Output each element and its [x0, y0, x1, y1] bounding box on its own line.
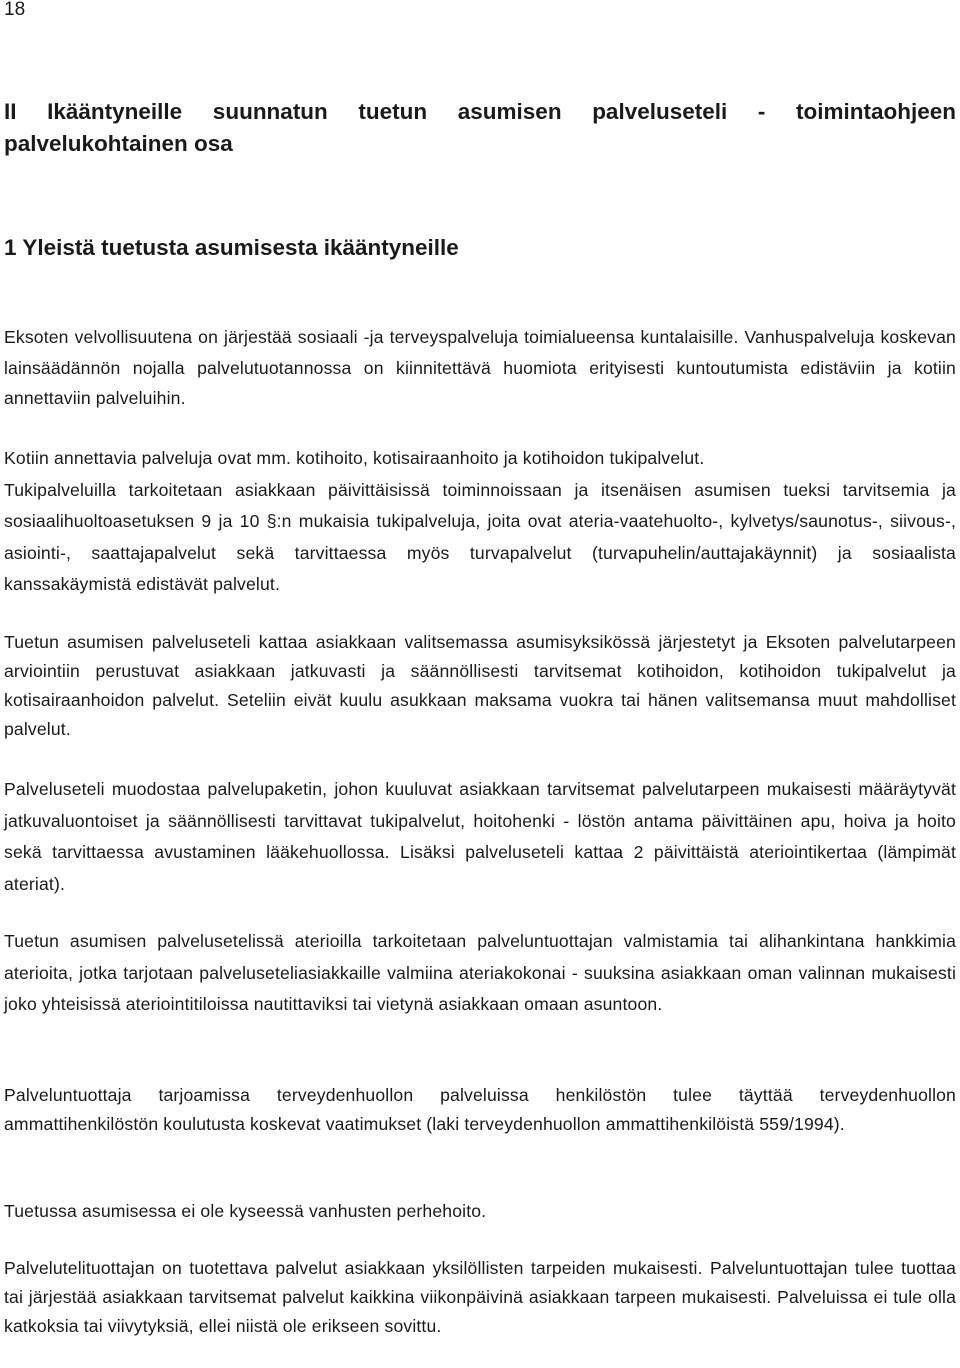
document-title: II Ikääntyneille suunnatun tuetun asumisen palveluseteli - toimintaohjeen palvelukohtainen osa [4, 99, 956, 156]
paragraph-staff-requirements: Palveluntuottaja tarjoamissa terveydenhuollon palveluissa henkilöstön tulee täyttää terveydenhuollon ammattihenkilöstön koulutusta koskevat vaatimukset (laki terveydenhuollon ammattihenkilöistä 559/1994). [4, 1085, 956, 1134]
paragraph-duties: Eksoten velvollisuutena on järjestää sosiaali -ja terveyspalveluja toimialueensa kuntalaisille. Vanhuspalveluja koskevan lainsäädännön nojalla palvelutuotannossa on kiinnitettävä huomiota erityisesti kuntoutumista edistäviin ja kotiin annettaviin palveluihin. [4, 327, 956, 408]
paragraph-support-services: Tukipalveluilla tarkoitetaan asiakkaan päivittäisissä toiminnoissaan ja itsenäisen asumisen tueksi tarvitsemia ja sosiaalihuoltoasetuksen 9 ja 10 §:n mukaisia tukipalveluja, joita ovat ateria-vaatehuolto-, kylvetys/saunotus-, siivous-, asiointi-, saattajapalvelut sekä tarvittaessa myös turvapalvelut (turvapuhelin/auttajakäynnit) ja sosiaalista kanssakäymistä edistävät palvelut. [4, 479, 956, 594]
paragraph-meals: Tuetun asumisen palvelusetelissä aterioilla tarkoitetaan palveluntuottajan valmistamia tai alihankintana hankkimia aterioita, jotka tarjotaan palveluseteliasiakkaille valmiina ateriakokonai - suuksina asiakkaan oman valinnan mukaisesti joko yhteisissä ateriointitiloissa nautittaviksi tai vietynä asiakkaan omaan asuntoon. [4, 931, 956, 1014]
paragraph-service-package: Palveluseteli muodostaa palvelupaketin, johon kuuluvat asiakkaan tarvitsemat palvelutarpeen mukaisesti määräytyvät jatkuvaluontoiset ja säännöllisesti tarvittavat tukipalvelut, hoitohenki - löstön antama päivittäinen apu, hoiva ja hoito sekä tarvittaessa avustaminen lääkehuollossa. Lisäksi palveluseteli kattaa 2 päivittäistä ateriointikertaa (lämpimät ateriat). [4, 779, 956, 894]
paragraph-provider-obligations: Palvelutelituottajan on tuotettava palvelut asiakkaan yksilöllisten tarpeiden mukaisesti. Palveluntuottajan tulee tuottaa tai järjestää asiakkaan tarvitsemat palvelut kaikkina viikonpäivinä asiakkaan tarpeen mukaisesti. Palveluissa ei tule olla katkoksia tai viivytyksiä, ellei niistä ole erikseen sovittu. [4, 1258, 956, 1336]
paragraph-home-services-intro: Kotiin annettavia palveluja ovat mm. kotihoito, kotisairaanhoito ja kotihoidon tukipalvelut. [4, 448, 705, 468]
section-heading: 1 Yleistä tuetusta asumisesta ikääntyneille [4, 235, 459, 260]
paragraph-family-care: Tuetussa asumisessa ei ole kyseessä vanhusten perhehoito. [4, 1201, 487, 1221]
page-number: 18 [4, 0, 26, 20]
paragraph-voucher-coverage: Tuetun asumisen palveluseteli kattaa asiakkaan valitsemassa asumisyksikössä järjestetyt ja Eksoten palvelutarpeen arviointiin perustuvat asiakkaan jatkuvasti ja säännöllisesti tarvitsemat kotihoidon, kotihoidon tukipalvelut ja kotisairaanhoidon palvelut. Seteliin eivät kuulu asukkaan maksama vuokra tai hänen valitsemansa muut mahdolliset palvelut. [4, 632, 956, 739]
paragraph-home-services [4, 443, 956, 601]
